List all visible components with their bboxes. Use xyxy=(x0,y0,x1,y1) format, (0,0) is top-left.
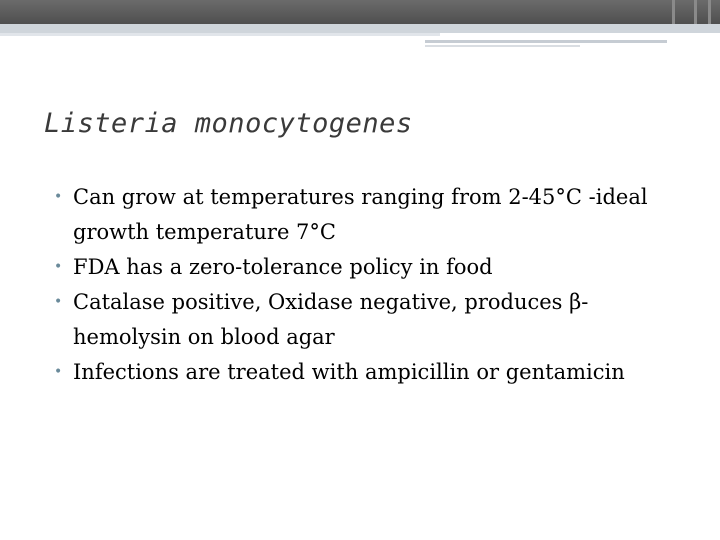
slide-title: Listeria monocytogenes xyxy=(44,108,413,139)
header-accent-line xyxy=(0,24,720,33)
bullet-text: Catalase positive, Oxidase negative, produces β-hemolysin on blood agar xyxy=(73,290,589,349)
header-stripe xyxy=(694,0,697,24)
header-stripe xyxy=(672,0,675,24)
bullet-icon: • xyxy=(54,259,63,275)
header-band xyxy=(0,0,720,24)
bullet-icon: • xyxy=(54,294,63,310)
bullet-text: FDA has a zero-tolerance policy in food xyxy=(73,255,493,279)
bullet-item xyxy=(54,180,694,250)
bullet-icon: • xyxy=(54,364,63,380)
bullet-text: Infections are treated with ampicillin or gentamicin xyxy=(73,360,625,384)
header-accent-line xyxy=(425,45,580,47)
bullet-item xyxy=(54,355,694,390)
bullet-icon: • xyxy=(54,189,63,205)
header-accent-line xyxy=(0,33,440,36)
bullet-item xyxy=(54,250,694,285)
bullet-text: Can grow at temperatures ranging from 2-45°C -ideal growth temperature 7°C xyxy=(73,185,648,244)
bullet-list xyxy=(54,180,694,390)
header-stripe xyxy=(708,0,711,24)
bullet-item xyxy=(54,285,694,355)
header-accent-line xyxy=(425,40,667,43)
